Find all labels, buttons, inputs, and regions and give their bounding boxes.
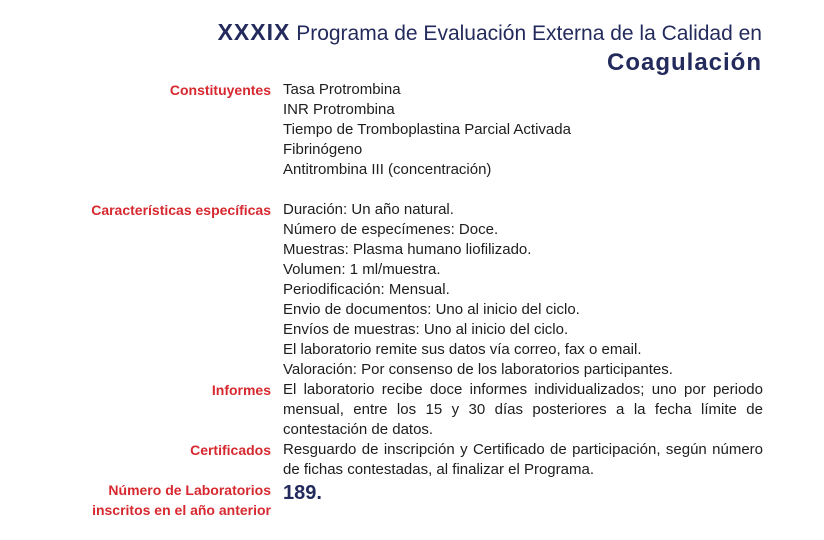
list-item: Antitrombina III (concentración) — [283, 161, 492, 178]
list-item: Envíos de muestras: Uno al inicio del ciclo. — [283, 321, 569, 338]
paragraph: Resguardo de inscripción y Certificado de participación, según número de fichas contestadas, al finalizar el Programa. — [283, 441, 763, 478]
label-line: inscritos en el año anterior — [92, 502, 271, 518]
section-content — [283, 80, 763, 180]
program-subtitle: Coagulación — [606, 49, 762, 76]
section-content — [283, 200, 763, 380]
label-line: Número de Laboratorios — [108, 482, 271, 498]
list-item: INR Protrombina — [283, 101, 395, 118]
list-item: Tiempo de Tromboplastina Parcial Activada — [283, 121, 571, 138]
list-item: Duración: Un año natural. — [283, 201, 454, 218]
section-content — [283, 480, 763, 506]
list-item: Volumen: 1 ml/muestra. — [283, 261, 441, 278]
section-label: Certificados — [190, 442, 271, 458]
section-label: Informes — [211, 382, 271, 398]
list-item: Envio de documentos: Uno al inicio del ciclo. — [283, 301, 580, 318]
list-item: Muestras: Plasma humano liofilizado. — [283, 241, 532, 258]
list-item: Número de especímenes: Doce. — [283, 221, 499, 238]
list-item: El laboratorio remite sus datos vía correo, fax o email. — [283, 341, 642, 358]
section-label: Constituyentes — [169, 82, 271, 98]
lab-count-value: 189. — [283, 482, 322, 504]
document-header — [218, 18, 762, 78]
list-item: Valoración: Por consenso de los laboratorios participantes. — [283, 361, 673, 378]
list-item: Tasa Protrombina — [283, 81, 401, 98]
program-title-text: Programa de Evaluación Externa de la Calidad en — [296, 22, 762, 45]
list-item: Periodificación: Mensual. — [283, 281, 450, 298]
section-content — [283, 440, 763, 480]
section-label — [0, 480, 271, 520]
paragraph: El laboratorio recibe doce informes individualizados; uno por periodo mensual, entre los 15 y 30 días posteriores a la fecha límite de contestación de datos. — [283, 381, 763, 438]
list-item: Fibrinógeno — [283, 141, 363, 158]
section-content — [283, 380, 763, 440]
section-label: Características específicas — [91, 202, 271, 218]
program-title — [218, 18, 762, 48]
program-edition: XXXIX — [217, 19, 291, 45]
